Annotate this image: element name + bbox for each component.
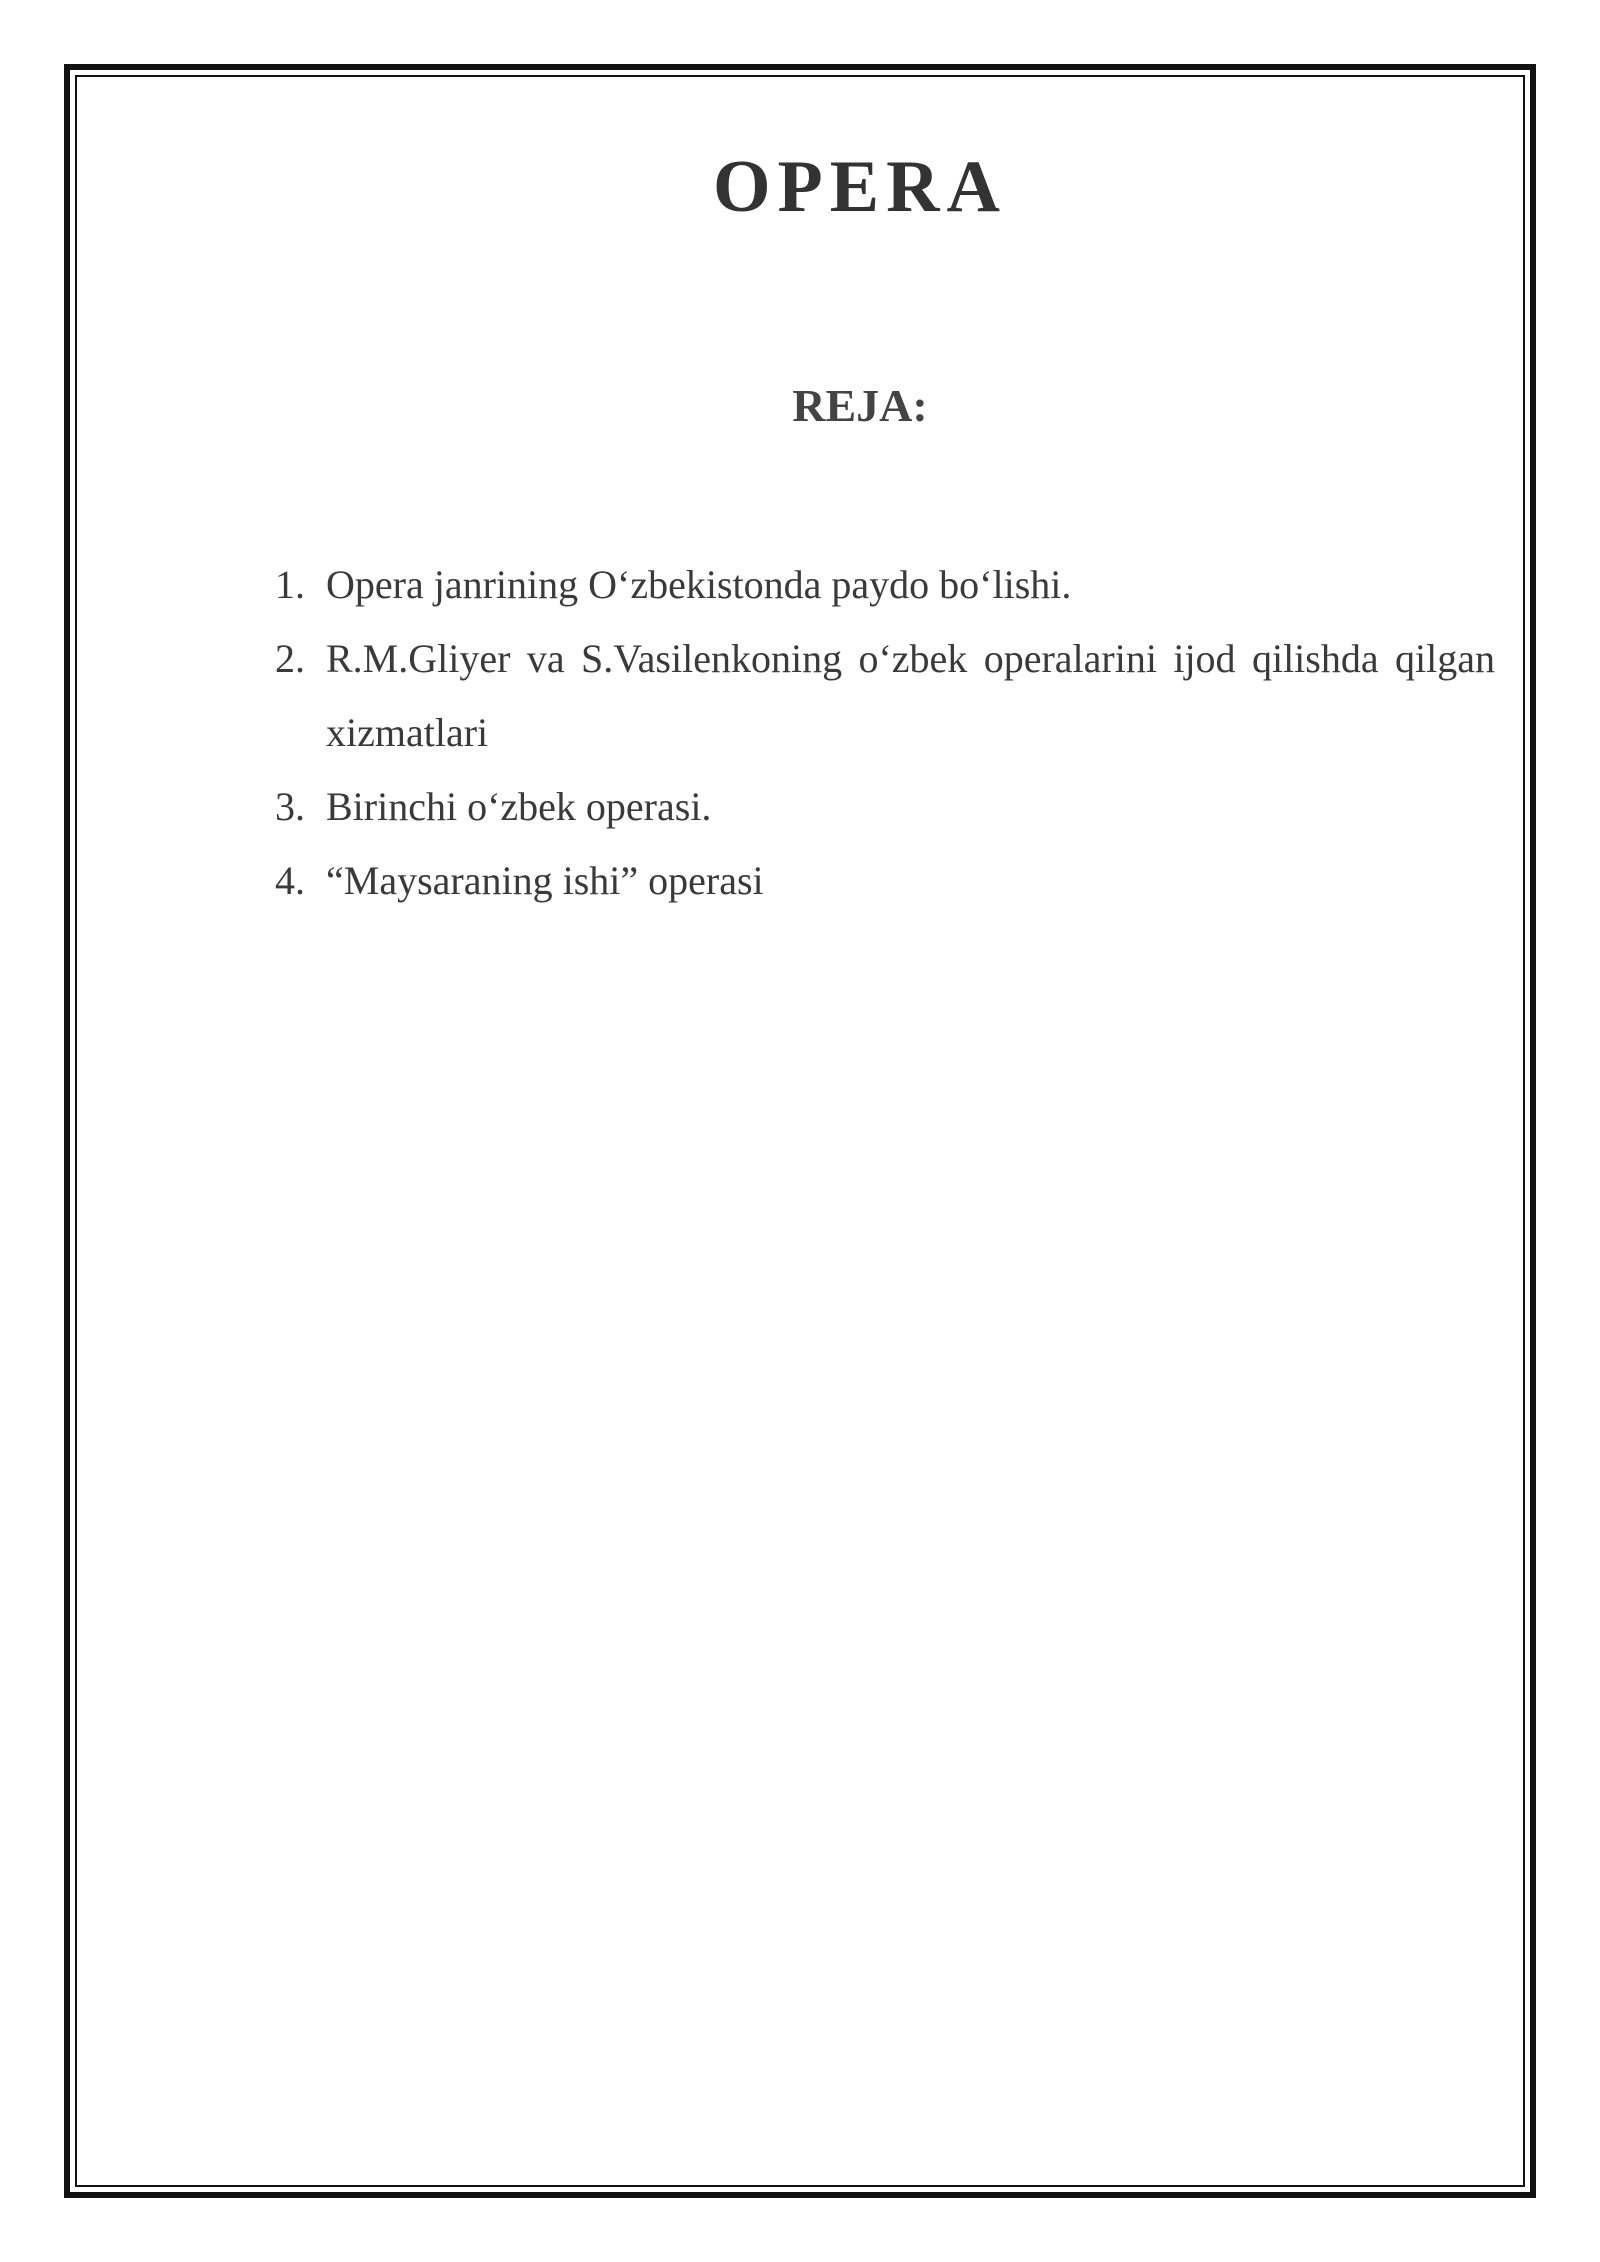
list-item-number: 1. [275,562,305,607]
list-item-number: 4. [275,858,305,903]
list-item-number: 2. [275,636,305,681]
list-item-number: 3. [275,784,305,829]
plan-list [270,548,1495,918]
list-item [270,548,1495,622]
list-item [270,770,1495,844]
list-item-text: Birinchi o‘zbek operasi. [326,784,712,829]
list-item-text: R.M.Gliyer va S.Vasilenkoning o‘zbek operalarini ijod qilishda qilgan xizmatlari [326,636,1495,755]
list-item-text: “Maysaraning ishi” operasi [326,858,764,903]
list-item-text: Opera janrining O‘zbekistonda paydo bo‘lishi. [326,562,1072,607]
plan-heading: REJA: [792,380,928,431]
list-item [270,622,1495,770]
list-item [270,844,1495,918]
page-title: OPERA [713,146,1007,228]
